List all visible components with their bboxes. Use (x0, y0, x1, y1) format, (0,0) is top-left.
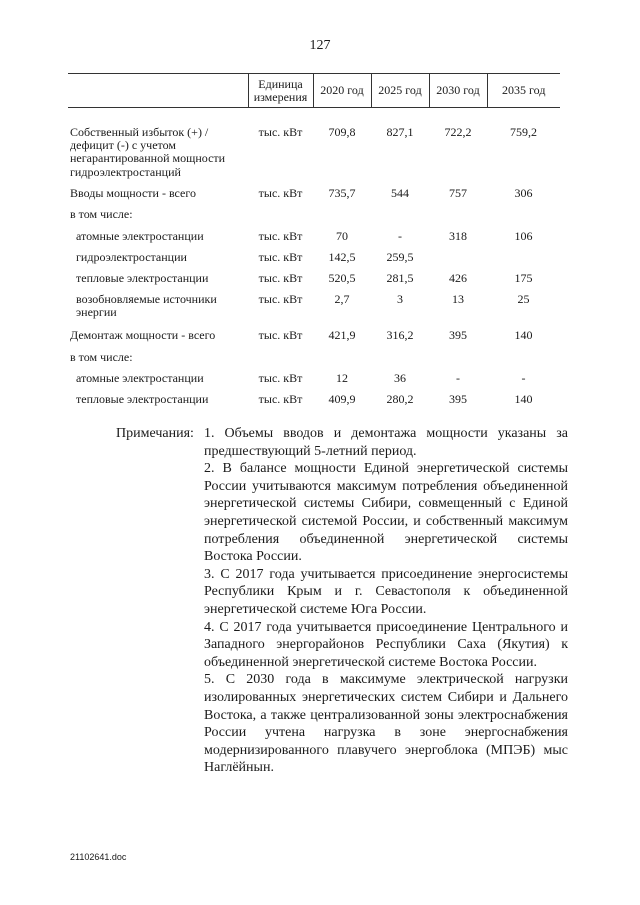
value-2025: 280,2 (386, 392, 414, 406)
row-unit (248, 166, 313, 187)
value-2035: 306 (514, 186, 533, 200)
table-row (68, 351, 560, 372)
table-row (68, 251, 560, 272)
row-unit: тыс. кВт (258, 328, 303, 342)
note-item: 2. В балансе мощности Единой энергетической системы России учитываются максимум потребления объединенной энергетической системы Сибири, совмещенный с Единой энергетической системой России, и собственный максимум потребления объединенной энергетической системы Востока России. (204, 461, 568, 565)
value-2020: 709,8 (328, 125, 356, 139)
note-item: 4. С 2017 года учитывается присоединение Центрального и Западного энергорайонов Республики Саха (Якутия) к объединенной энергетической системе Востока России. (204, 619, 568, 670)
table-row (68, 208, 560, 230)
value-2025: - (398, 229, 402, 243)
table-row (68, 230, 560, 251)
header-2035: 2035 год (487, 74, 560, 108)
value-2025 (371, 208, 429, 230)
value-2020 (313, 351, 371, 372)
notes-label: Примечания: (116, 426, 194, 441)
value-2020: 735,7 (328, 186, 356, 200)
value-2030: 13 (452, 292, 464, 306)
notes-list (204, 425, 568, 777)
header-2020: 2020 год (313, 74, 371, 108)
value-2020: 2,7 (334, 292, 350, 306)
value-2025: 316,2 (386, 328, 414, 342)
row-label: в том числе: (70, 350, 133, 364)
value-2020 (313, 166, 371, 187)
value-2035: - (521, 371, 526, 385)
row-unit: тыс. кВт (258, 292, 303, 306)
table-row (68, 187, 560, 208)
row-label: Вводы мощности - всего (70, 186, 196, 200)
table-row (68, 272, 560, 293)
row-label: возобновляемые источники энергии (76, 292, 217, 319)
row-unit (248, 351, 313, 372)
value-2035: 175 (514, 271, 533, 285)
value-2025: 3 (397, 292, 403, 306)
value-2030 (429, 166, 487, 187)
header-unit: Единица измерения (248, 74, 313, 108)
table-row (68, 372, 560, 393)
footer-filename: 21102641.doc (70, 852, 127, 862)
value-2025 (371, 166, 429, 187)
value-2030 (429, 251, 487, 272)
row-unit: тыс. кВт (258, 392, 303, 406)
header-label (68, 74, 248, 108)
page-number: 127 (309, 38, 331, 53)
header-2025: 2025 год (371, 74, 429, 108)
value-2020: 70 (336, 229, 348, 243)
value-2035 (487, 166, 560, 187)
value-2020: 12 (336, 371, 348, 385)
value-2030 (429, 351, 487, 372)
note-item: 1. Объемы вводов и демонтажа мощности указаны за предшествующий 5-летний период. (204, 426, 568, 459)
row-label: в том числе: (70, 207, 133, 221)
value-2030: 395 (449, 328, 467, 342)
value-2035 (487, 208, 560, 230)
value-2025: 281,5 (386, 271, 414, 285)
value-2025 (371, 351, 429, 372)
value-2030: - (456, 371, 460, 385)
value-2020: 409,9 (328, 392, 356, 406)
note-item: 3. С 2017 года учитывается присоединение энергосистемы Республики Крым и г. Севастополя к объединенной энергетической системе Юга России. (204, 566, 568, 617)
table-row (68, 329, 560, 351)
row-label: тепловые электростанции (76, 392, 209, 406)
value-2030: 426 (449, 271, 467, 285)
row-label: атомные электростанции (76, 229, 204, 243)
table-row (68, 166, 560, 187)
value-2035: 759,2 (510, 125, 537, 139)
row-unit (248, 208, 313, 230)
value-2035: 25 (517, 292, 530, 306)
value-2020: 142,5 (328, 250, 356, 264)
energy-balance-table (68, 73, 560, 414)
table-row (68, 293, 560, 329)
value-2035: 106 (514, 229, 533, 243)
row-label: тепловые электростанции (76, 271, 209, 285)
row-unit: тыс. кВт (258, 125, 303, 139)
value-2020 (313, 208, 371, 230)
value-2035: 140 (514, 392, 533, 406)
value-2020: 421,9 (328, 328, 356, 342)
header-2030: 2030 год (429, 74, 487, 108)
row-label: гидроэлектростанции (76, 250, 187, 264)
value-2025: 36 (394, 371, 406, 385)
value-2030: 318 (449, 229, 467, 243)
value-2020: 520,5 (328, 271, 356, 285)
value-2025: 544 (391, 186, 409, 200)
value-2035 (487, 351, 560, 372)
row-unit: тыс. кВт (258, 371, 303, 385)
row-unit: тыс. кВт (258, 250, 303, 264)
value-2035 (487, 251, 560, 272)
value-2035: 140 (514, 328, 533, 342)
table-row (68, 126, 560, 166)
value-2025: 259,5 (386, 250, 414, 264)
value-2030 (429, 208, 487, 230)
value-2030: 395 (449, 392, 467, 406)
row-label: гидроэлектростанций (70, 165, 181, 179)
row-label: Собственный избыток (+) / дефицит (-) с учетом негарантированной мощности (70, 125, 226, 165)
note-item: 5. С 2030 года в максимуме электрической нагрузки изолированных энергетических систем Сибири и Дальнего Востока, а также централизованной зоны электроснабжения России учтена нагрузка в зоне энергоснабжения модернизированного плавучего энергоблока (МПЭБ) мыс Наглёйнын. (204, 672, 568, 776)
row-unit: тыс. кВт (258, 229, 303, 243)
table-header-row (68, 74, 560, 108)
row-unit: тыс. кВт (258, 271, 303, 285)
table-row (68, 393, 560, 414)
row-unit: тыс. кВт (258, 186, 303, 200)
row-label: атомные электростанции (76, 371, 204, 385)
value-2030: 757 (449, 186, 467, 200)
row-label: Демонтаж мощности - всего (70, 328, 216, 342)
value-2025: 827,1 (386, 125, 414, 139)
value-2030: 722,2 (444, 125, 472, 139)
